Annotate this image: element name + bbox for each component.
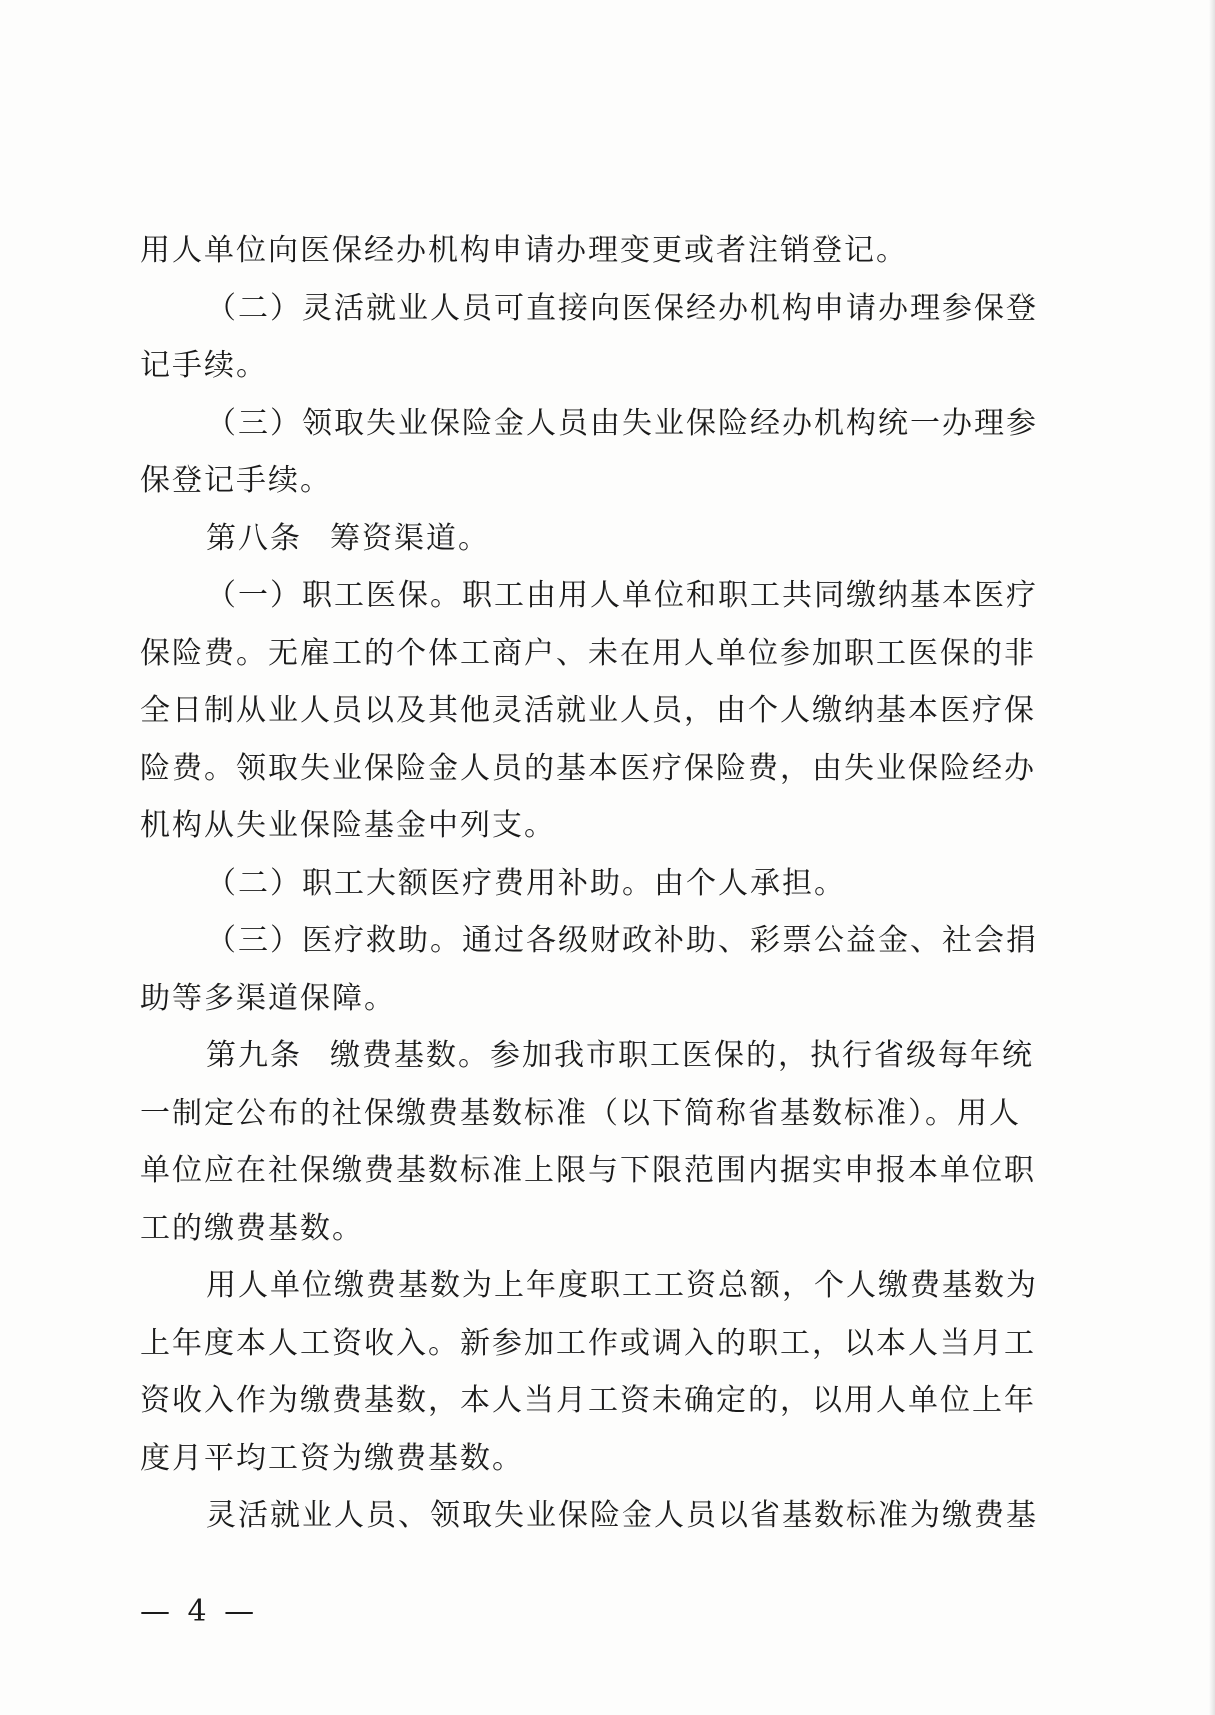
article-title: 缴费基数。参加我市职工医保的，执行省级每年统 [330, 1038, 1034, 1073]
paragraph-line: 机构从失业保险基金中列支。 [140, 808, 556, 843]
article-heading-line [140, 1027, 1075, 1085]
article-title: 筹资渠道。 [330, 520, 490, 556]
paragraph-line: （三）领取失业保险金人员由失业保险经办机构统一办理参 [206, 405, 1038, 441]
paragraph-line: 全日制从业人员以及其他灵活就业人员，由个人缴纳基本医疗保 [140, 693, 1036, 728]
paragraph-line: 资收入作为缴费基数，本人当月工资未确定的，以用人单位上年 [140, 1383, 1036, 1418]
paragraph-line: （二）职工大额医疗费用补助。由个人承担。 [206, 865, 846, 901]
paragraph-line: （二）灵活就业人员可直接向医保经办机构申请办理参保登 [206, 290, 1038, 326]
paragraph-line: 单位应在社保缴费基数标准上限与下限范围内据实申报本单位职 [140, 1153, 1036, 1188]
article-heading-line [140, 510, 1075, 568]
paragraph-line: 度月平均工资为缴费基数。 [140, 1440, 524, 1476]
article-number: 第八条 [206, 520, 302, 556]
page-edge-shadow [1209, 0, 1215, 1715]
paragraph-line: 灵活就业人员、领取失业保险金人员以省基数标准为缴费基 [206, 1498, 1038, 1533]
page-number: — 4 — [140, 1594, 259, 1629]
paragraph-line: 记手续。 [140, 348, 268, 383]
paragraph-line: 用人单位向医保经办机构申请办理变更或者注销登记。 [140, 233, 908, 268]
document-body [140, 222, 1075, 1545]
paragraph-line: 上年度本人工资收入。新参加工作或调入的职工，以本人当月工 [140, 1325, 1036, 1361]
paragraph-line: 助等多渠道保障。 [140, 980, 396, 1016]
paragraph-line: 工的缴费基数。 [140, 1210, 364, 1246]
article-number: 第九条 [206, 1038, 302, 1073]
paragraph-line: （一）职工医保。职工由用人单位和职工共同缴纳基本医疗 [206, 578, 1038, 613]
paragraph-line: （三）医疗救助。通过各级财政补助、彩票公益金、社会捐 [206, 923, 1038, 958]
paragraph-line: 保登记手续。 [140, 463, 332, 498]
paragraph-line: 保险费。无雇工的个体工商户、未在用人单位参加职工医保的非 [140, 635, 1036, 671]
paragraph-line: 用人单位缴费基数为上年度职工工资总额，个人缴费基数为 [206, 1268, 1038, 1303]
paragraph-line: 险费。领取失业保险金人员的基本医疗保险费，由失业保险经办 [140, 750, 1036, 786]
paragraph-line: 一制定公布的社保缴费基数标准（以下简称省基数标准）。用人 [140, 1095, 1021, 1131]
